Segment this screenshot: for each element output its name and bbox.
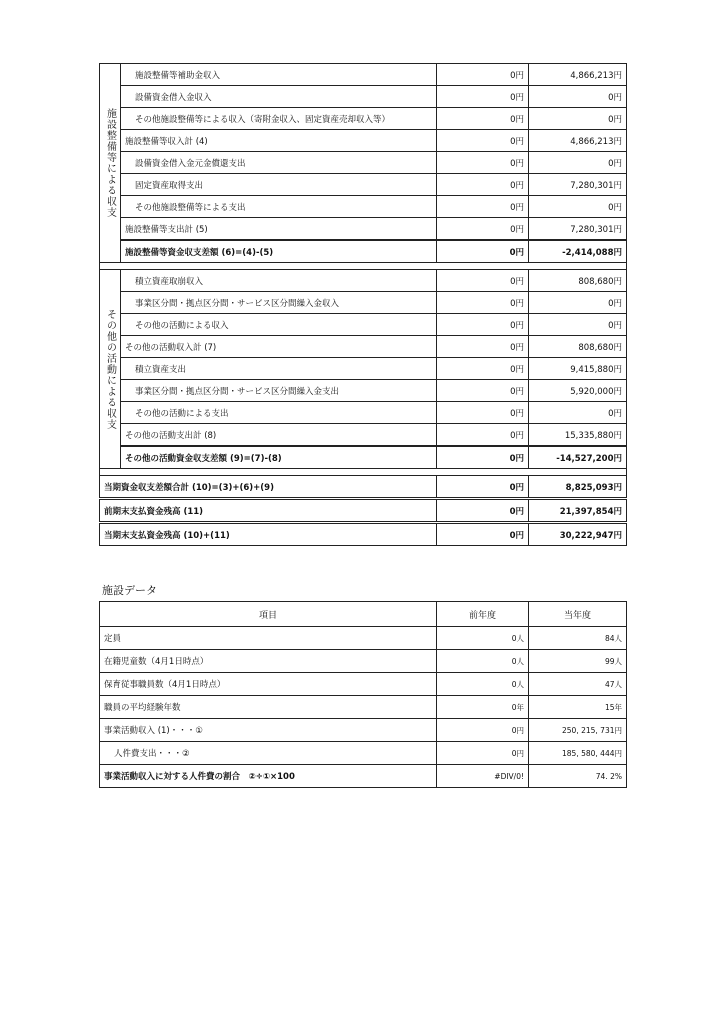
table-row [100,719,627,742]
curr-value: -2,414,088円 [529,240,627,263]
prev-value: 0円 [437,424,529,447]
row-label: 在籍児童数（4月1日時点） [100,650,437,673]
table-row [100,380,627,402]
table-row [100,270,627,292]
row-label: 設備資金借入金元金償還支出 [121,152,437,174]
row-label: 職員の平均経験年数 [100,696,437,719]
curr-value: 30,222,947円 [529,523,627,546]
table-row [100,673,627,696]
prev-value: 0円 [437,174,529,196]
curr-value: 21,397,854円 [529,499,627,523]
row-label: 施設整備等支出計 (5) [121,218,437,241]
table-row [100,174,627,196]
table-row [100,523,627,546]
curr-value: 9,415,880円 [529,358,627,380]
prev-value: 0円 [437,152,529,174]
row-label: 定員 [100,627,437,650]
table-row [100,446,627,469]
row-label: 積立資産取崩収入 [121,270,437,292]
prev-value: 0人 [437,627,529,650]
prev-value: 0人 [437,673,529,696]
curr-value: 0円 [529,152,627,174]
curr-value: 7,280,301円 [529,218,627,241]
prev-value: 0円 [437,64,529,86]
curr-value: -14,527,200円 [529,446,627,469]
row-label: 前期末支払資金残高 (11) [100,499,437,523]
prev-value: 0円 [437,719,529,742]
table-row [100,765,627,788]
curr-value: 4,866,213円 [529,130,627,152]
prev-value: #DIV/0! [437,765,529,788]
prev-value: 0円 [437,218,529,241]
row-label: 事業活動収入に対する人件費の割合 ②÷①×100 [100,765,437,788]
row-label: 事業活動収入 (1)・・・① [100,719,437,742]
curr-value: 47人 [529,673,627,696]
section-label-other: その他の活動による収支 [100,270,121,469]
prev-value: 0円 [437,314,529,336]
row-label: 当期末支払資金残高 (10)+(11) [100,523,437,546]
prev-value: 0円 [437,130,529,152]
curr-value: 0円 [529,314,627,336]
prev-value: 0円 [437,476,529,499]
table-row [100,476,627,499]
table-row [100,424,627,447]
gap-cell [100,263,627,270]
table-row [100,742,627,765]
cashflow-table [99,63,627,546]
prev-value: 0円 [437,86,529,108]
curr-value: 185, 580, 444円 [529,742,627,765]
table-header-row [100,602,627,627]
curr-value: 5,920,000円 [529,380,627,402]
table-row [100,64,627,86]
section-gap [100,263,627,270]
prev-value: 0円 [437,523,529,546]
row-label: 人件費支出・・・② [100,742,437,765]
prev-value: 0円 [437,358,529,380]
curr-value: 250, 215, 731円 [529,719,627,742]
table-row [100,499,627,523]
header-item: 項目 [100,602,437,627]
curr-value: 808,680円 [529,270,627,292]
table-row [100,314,627,336]
table-row [100,218,627,241]
table-row [100,336,627,358]
curr-value: 84人 [529,627,627,650]
table-row [100,196,627,218]
table-row [100,402,627,424]
section-gap [100,469,627,476]
prev-value: 0円 [437,402,529,424]
facility-data-title: 施設データ [102,584,157,597]
curr-value: 15,335,880円 [529,424,627,447]
row-label: 事業区分間・拠点区分間・サービス区分間繰入金支出 [121,380,437,402]
row-label: その他の活動収入計 (7) [121,336,437,358]
prev-value: 0円 [437,196,529,218]
row-label: その他施設整備等による収入（寄附金収入、固定資産売却収入等） [121,108,437,130]
curr-value: 0円 [529,292,627,314]
row-label: 事業区分間・拠点区分間・サービス区分間繰入金収入 [121,292,437,314]
table-row [100,108,627,130]
row-label: その他の活動支出計 (8) [121,424,437,447]
curr-value: 0円 [529,402,627,424]
row-label: その他施設整備等による支出 [121,196,437,218]
header-curr: 当年度 [529,602,627,627]
row-label: その他の活動による収入 [121,314,437,336]
row-label: 当期資金収支差額合計 (10)=(3)+(6)+(9) [100,476,437,499]
prev-value: 0円 [437,446,529,469]
table-row [100,358,627,380]
table-row [100,292,627,314]
prev-value: 0円 [437,499,529,523]
table-row [100,696,627,719]
curr-value: 8,825,093円 [529,476,627,499]
table-row [100,650,627,673]
curr-value: 99人 [529,650,627,673]
table-row [100,152,627,174]
table-row [100,130,627,152]
row-label: 固定資産取得支出 [121,174,437,196]
prev-value: 0円 [437,380,529,402]
header-prev: 前年度 [437,602,529,627]
prev-value: 0円 [437,336,529,358]
prev-value: 0年 [437,696,529,719]
prev-value: 0円 [437,292,529,314]
curr-value: 0円 [529,86,627,108]
row-label: 保育従事職員数（4月1日時点） [100,673,437,696]
row-label: 設備資金借入金収入 [121,86,437,108]
curr-value: 808,680円 [529,336,627,358]
row-label: 施設整備等補助金収入 [121,64,437,86]
section-label-facility: 施設整備等による収支 [100,64,121,263]
row-label: 施設整備等資金収支差額 (6)=(4)-(5) [121,240,437,263]
prev-value: 0円 [437,270,529,292]
table-row [100,627,627,650]
curr-value: 15年 [529,696,627,719]
prev-value: 0円 [437,108,529,130]
table-row [100,86,627,108]
prev-value: 0円 [437,742,529,765]
row-label: その他の活動による支出 [121,402,437,424]
prev-value: 0人 [437,650,529,673]
curr-value: 74. 2% [529,765,627,788]
curr-value: 0円 [529,196,627,218]
curr-value: 0円 [529,108,627,130]
facility-data-table [99,601,627,788]
prev-value: 0円 [437,240,529,263]
row-label: 積立資産支出 [121,358,437,380]
row-label: 施設整備等収入計 (4) [121,130,437,152]
curr-value: 7,280,301円 [529,174,627,196]
curr-value: 4,866,213円 [529,64,627,86]
table-row [100,240,627,263]
gap-cell [100,469,627,476]
row-label: その他の活動資金収支差額 (9)=(7)-(8) [121,446,437,469]
